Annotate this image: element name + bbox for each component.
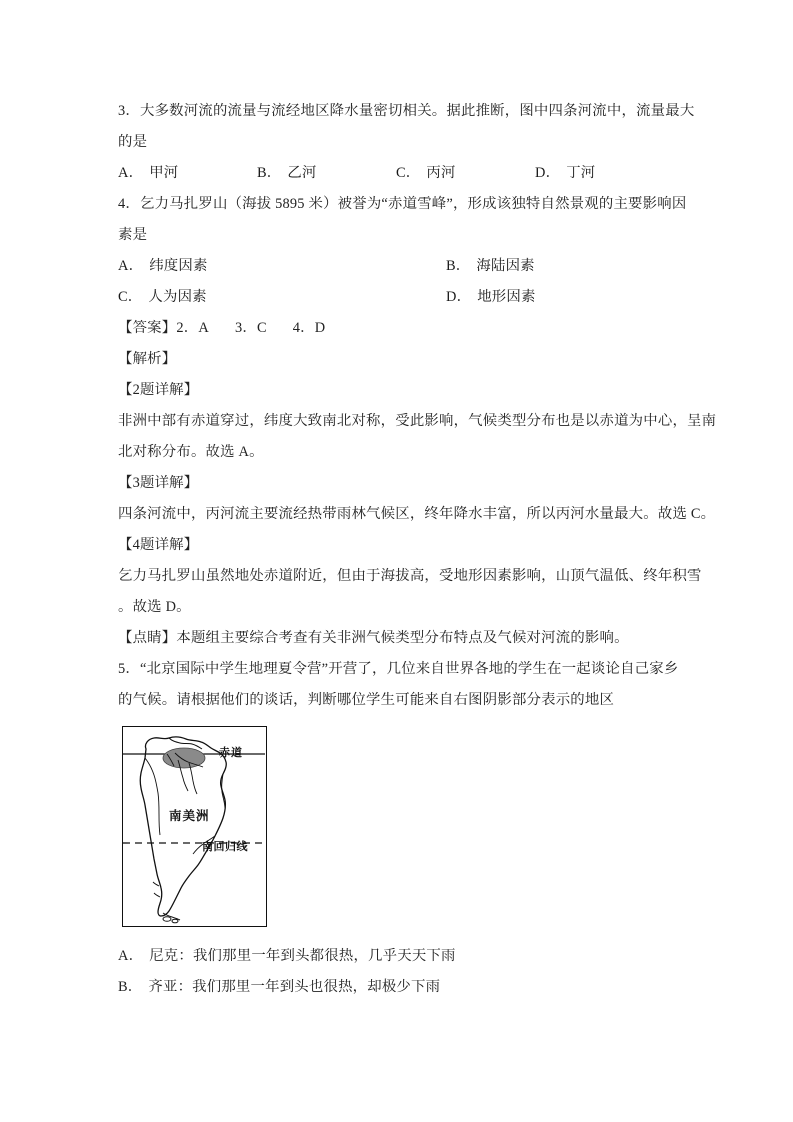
detail-q4-line-1: 乞力马扎罗山虽然地处赤道附近，但由于海拔高，受地形因素影响，山顶气温低、终年积雪 xyxy=(118,568,702,584)
question-3-stem-line-1: 3．大多数河流的流量与流经地区降水量密切相关。据此推断，图中四条河流中，流量最大 xyxy=(118,103,695,119)
tierra-del-fuego-island xyxy=(163,917,171,922)
question-4-option-d[interactable] xyxy=(446,282,536,313)
option-a-text: 尼克：我们那里一年到头都很热，几乎天天下雨 xyxy=(149,948,456,964)
tropic-of-capricorn-label: 南回归线 xyxy=(202,841,248,853)
page-bottom-blank xyxy=(118,1003,674,1093)
option-d-label: D． xyxy=(535,165,561,181)
detail-q2-line-1: 非洲中部有赤道穿过，纬度大致南北对称，受此影响，气候类型分布也是以赤道为中心，呈南 xyxy=(118,413,717,429)
answer-tag: 【答案】 xyxy=(118,320,177,336)
option-b-label: B． xyxy=(446,258,471,274)
question-3-option-b[interactable] xyxy=(257,158,396,189)
figure-container xyxy=(122,726,674,927)
highlight-block xyxy=(118,623,674,654)
detail-q2-tag: 【2题详解】 xyxy=(118,382,199,398)
detail-q3 xyxy=(118,468,716,530)
option-a-text: 纬度因素 xyxy=(149,258,208,274)
option-c-label: C． xyxy=(118,289,143,305)
option-a-label: A． xyxy=(118,948,144,964)
detail-q4-line-2: 。故选 D。 xyxy=(118,599,191,615)
option-b-label: B． xyxy=(118,979,143,995)
question-3-option-c[interactable] xyxy=(396,158,535,189)
question-3 xyxy=(118,96,695,189)
analysis-tag: 【解析】 xyxy=(118,351,177,367)
option-d-text: 丁河 xyxy=(566,165,596,181)
question-3-options xyxy=(118,158,674,189)
option-a-label: A． xyxy=(118,258,144,274)
answer-block xyxy=(118,313,674,344)
question-4 xyxy=(118,189,687,313)
question-4-option-b[interactable] xyxy=(446,251,535,282)
highlight-text: 本题组主要综合考查有关非洲气候类型分布特点及气候对河流的影响。 xyxy=(176,630,629,646)
option-c-label: C． xyxy=(396,165,421,181)
question-5-stem-line-1: 5．“北京国际中学生地理夏令营”开营了，几位来自世界各地的学生在一起谈论自己家乡 xyxy=(118,661,679,677)
detail-q4-tag: 【4题详解】 xyxy=(118,537,199,553)
question-3-option-a[interactable] xyxy=(118,158,257,189)
highlight-tag: 【点睛】 xyxy=(118,630,177,646)
detail-q3-tag: 【3题详解】 xyxy=(118,475,199,491)
question-5-option-a[interactable] xyxy=(118,941,674,972)
answer-item-4-q: 4． xyxy=(292,320,315,336)
question-5-stem-line-2: 的气候。请根据他们的谈话，判断哪位学生可能来自右图阴影部分表示的地区 xyxy=(118,692,615,708)
option-a-text: 甲河 xyxy=(149,165,179,181)
answer-item-3-q: 3． xyxy=(234,320,257,336)
answer-item-2-q: 2． xyxy=(176,320,199,336)
option-c-text: 丙河 xyxy=(426,165,456,181)
option-b-label: B． xyxy=(257,165,282,181)
question-4-option-a[interactable] xyxy=(118,251,446,282)
question-5-option-b[interactable] xyxy=(118,972,674,1003)
option-d-label: D． xyxy=(446,289,472,305)
option-b-text: 海陆因素 xyxy=(476,258,535,274)
detail-q3-line-1: 四条河流中，丙河流主要流经热带雨林气候区，终年降水丰富，所以丙河水量最大。故选 C。 xyxy=(118,506,716,522)
question-4-stem-line-2: 素是 xyxy=(118,227,148,243)
question-3-stem-line-2: 的是 xyxy=(118,134,148,150)
southern-islet xyxy=(172,919,178,923)
chile-fjord-2 xyxy=(154,893,160,897)
answer-item-2-a: A xyxy=(198,320,209,336)
equator-label: 赤道 xyxy=(219,747,243,759)
question-4-options-row-1 xyxy=(118,251,674,282)
north-coast-detail xyxy=(169,738,202,749)
question-5 xyxy=(118,654,679,1003)
option-b-text: 乙河 xyxy=(287,165,317,181)
andes-line xyxy=(145,758,160,835)
question-3-option-d[interactable] xyxy=(535,158,674,189)
detail-q4 xyxy=(118,530,702,623)
question-4-stem-line-1: 4．乞力马扎罗山（海拔 5895 米）被誉为“赤道雪峰”，形成该独特自然景观的主要影响因 xyxy=(118,196,687,212)
map-svg xyxy=(123,727,265,925)
answer-item-3-a: C xyxy=(256,320,267,336)
question-4-options-row-2 xyxy=(118,282,674,313)
east-coast-detail xyxy=(222,774,225,809)
question-4-option-c[interactable] xyxy=(118,282,446,313)
page-content xyxy=(118,96,717,1093)
option-c-text: 人为因素 xyxy=(148,289,207,305)
detail-q2-line-2: 北对称分布。故选 A。 xyxy=(118,444,264,460)
answer-item-4-a: D xyxy=(314,320,326,336)
option-b-text: 齐亚：我们那里一年到头也很热，却极少下雨 xyxy=(148,979,441,995)
option-a-label: A． xyxy=(118,165,144,181)
chile-fjord-1 xyxy=(153,882,159,886)
amazon-tributary-2 xyxy=(189,763,197,794)
continent-label: 南美洲 xyxy=(169,809,210,823)
option-d-text: 地形因素 xyxy=(477,289,536,305)
detail-q2 xyxy=(118,375,717,468)
south-america-map xyxy=(122,726,267,927)
